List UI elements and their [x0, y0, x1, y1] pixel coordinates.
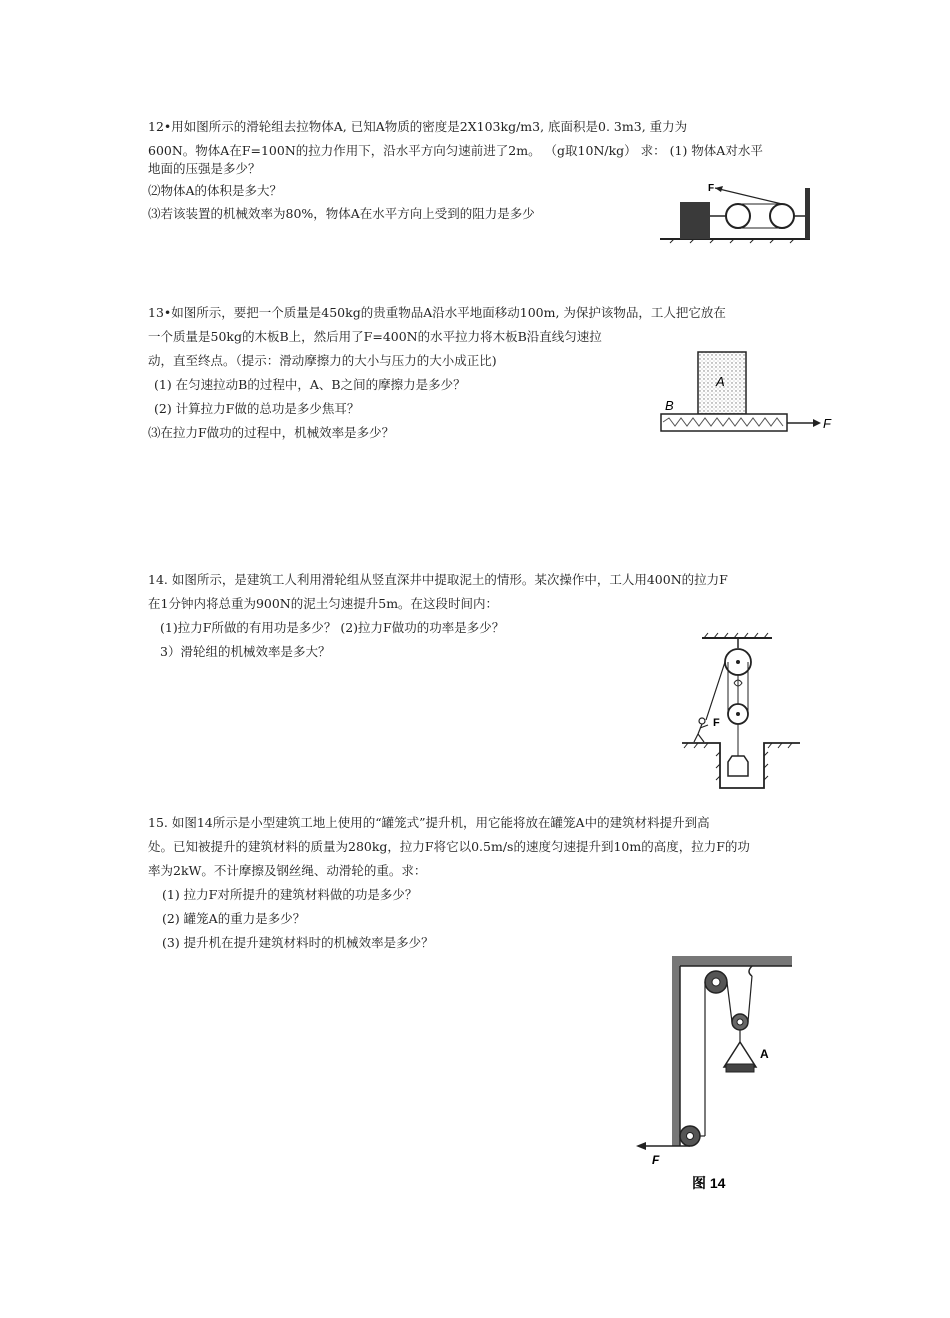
object-a-label: A [716, 374, 725, 389]
force-label-f: F [652, 1153, 660, 1167]
q15-line-3: 率为2kW。不计摩擦及钢丝绳、动滑轮的重。求： [148, 863, 427, 878]
q14-line-1: 14. 如图所示，是建筑工人利用滑轮组从竖直深井中提取泥土的情形。某次操作中，工人用400N的拉力F [148, 572, 728, 587]
cage-a [724, 1042, 756, 1067]
figure-caption: 图 14 [692, 1175, 726, 1191]
wall [805, 188, 810, 239]
q14-well-figure [680, 628, 802, 793]
bucket [728, 756, 748, 776]
q13-line-2: 一个质量是50kg的木板B上，然后用了F=400N的水平拉力将木板B沿直线匀速拉 [148, 329, 602, 344]
q14-line-3: (1)拉力F所做的有用功是多少？ (2)拉力F做功的功率是多少？ [160, 620, 505, 635]
q12-line-1: 12•用如图所示的滑轮组去拉物体A, 已知A物质的密度是2X103kg/m3, 底面积是0. 3m3, 重力为 [148, 119, 688, 134]
q15-hoist-figure [628, 952, 798, 1197]
block-a [680, 202, 710, 239]
q13-line-6: ⑶在拉力F做功的过程中，机械效率是多少？ [148, 425, 395, 440]
q12-line-3: 地面的压强是多少？ [148, 161, 261, 176]
cage-a-label: A [760, 1047, 769, 1061]
q13-line-1: 13•如图所示，要把一个质量是450kg的贵重物品A沿水平地面移动100m, 为保护该物品，工人把它放在 [148, 305, 726, 320]
force-label-f: F [713, 717, 720, 729]
q15-line-5: (2) 罐笼A的重力是多少？ [162, 911, 306, 926]
board-b-label: B [665, 398, 674, 413]
q12-line-5: ⑶若该装置的机械效率为80%，物体A在水平方向上受到的阻力是多少 [148, 206, 535, 221]
q13-line-3: 动，直至终点。（提示：滑动摩擦力的大小与压力的大小成正比) [148, 353, 497, 368]
q13-line-5: (2) 计算拉力F做的总功是多少焦耳？ [154, 401, 360, 416]
q12-line-2: 600N。物体A在F=100N的拉力作用下，沿水平方向匀速前进了2m。 （g取10N/kg） 求： (1) 物体A对水平 [148, 143, 763, 158]
worker [699, 718, 705, 724]
movable-pulley [726, 204, 750, 228]
q12-pulley-figure [660, 180, 820, 246]
q15-line-4: (1) 拉力F对所提升的建筑材料做的功是多少？ [162, 887, 418, 902]
q12-line-4: ⑵物体A的体积是多大？ [148, 183, 283, 198]
q14-line-2: 在1分钟内将总重为900N的泥土匀速提升5m。在这段时间内： [148, 596, 499, 611]
q15-line-1: 15. 如图14所示是小型建筑工地上使用的“罐笼式”提升机，用它能将放在罐笼A中的建筑材料提升到高 [148, 815, 710, 830]
force-label-f: F [823, 416, 831, 431]
q15-line-6: (3) 提升机在提升建筑材料时的机械效率是多少？ [162, 935, 434, 950]
q13-line-4: (1) 在匀速拉动B的过程中，A、B之间的摩擦力是多少？ [154, 377, 466, 392]
fixed-pulley [770, 204, 794, 228]
force-label-f: F [708, 183, 715, 194]
q14-line-4: 3）滑轮组的机械效率是多大？ [160, 644, 331, 659]
ceiling [672, 956, 792, 966]
q15-line-2: 处。已知被提升的建筑材料的质量为280kg，拉力F将它以0.5m/s的速度匀速提升到10m的高度，拉力F的功 [148, 839, 750, 854]
q13-board-figure [655, 346, 840, 438]
wall [672, 956, 680, 1146]
